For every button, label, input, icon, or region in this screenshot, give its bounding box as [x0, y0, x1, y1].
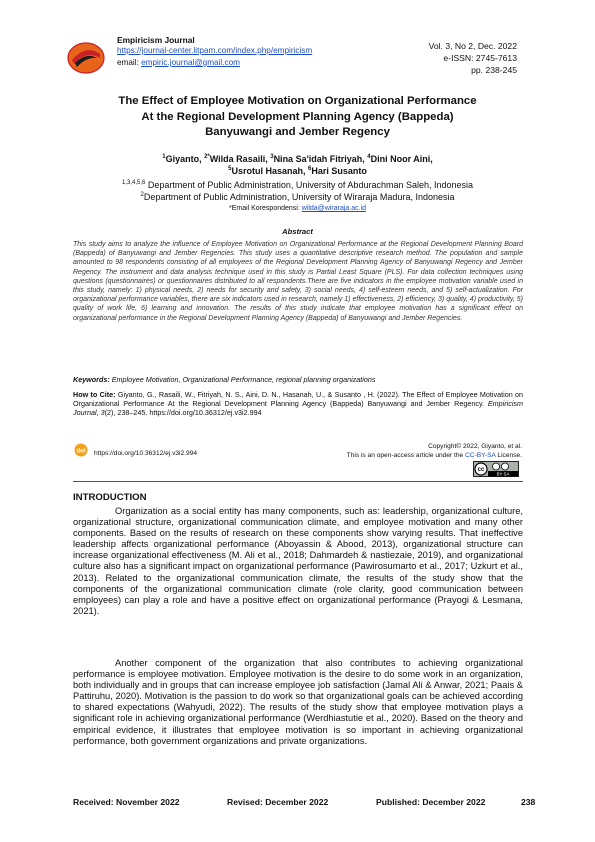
section-divider: [73, 481, 523, 482]
license-text: [347, 452, 522, 459]
journal-logo: [66, 40, 106, 76]
cc-by-sa-badge[interactable]: [473, 461, 519, 477]
paper-title: [60, 94, 535, 141]
cite-label: How to Cite:: [73, 390, 116, 399]
affiliation-text: Department of Public Administration, University of Abdurachman Saleh, Indonesia: [147, 180, 474, 190]
affiliation: [60, 192, 535, 202]
affiliation-text: Department of Public Administration, University of Wiraraja Madura, Indonesia: [143, 192, 455, 202]
journal-url-link[interactable]: https://journal-center.litpam.com/index.php/empiricism: [117, 46, 313, 55]
journal-name: Empiricism Journal: [117, 35, 195, 45]
corresponding-label: *Email Korespondensi:: [228, 205, 302, 212]
author-sup: 6: [308, 166, 312, 172]
author-sup: 4: [367, 154, 371, 160]
volume-info: Vol. 3, No 2, Dec. 2022: [428, 41, 517, 51]
introduction-heading: INTRODUCTION: [73, 492, 147, 503]
title-line: Banyuwangi and Jember Regency: [205, 126, 390, 138]
author-name: Nina Sa'idah Fitriyah,: [273, 154, 368, 164]
abstract-text: This study aims to analyze the influence of Employee Motivation on Organizational Performance at the Regional Development Planning Board (Bappeda) of Banyuwangi and Jember Regencies. This study uses a quantitative descriptive research method. The population and sample amounted to 98 respondents consisting of all employees of the Regional Development Planning Agency of Banyuwangi Regency and Jember Regency. The instrument and data analysis technique used in this study is Partial Least Square (PLS). For data collection techniques using questions (questionnaires) or questionnaires distributed to all respondents.There are five indicators in the employee motivation variable used in this study, namely: 1) physical needs, 2) needs for security and safety, 3) social needs, 4) self-esteem needs, and 5) self-actualization. For organizational performance variables, there are six indicators used in research, namely 1) effectiveness, 2) efficiency, 3) quality, 4) productivity, 5) quality of work life, 6) learning and innovation. The results of this study indicate that employee motivation has a significant effect on organizational performance in the Regional Development Planning Agency (Bappeda) of Banyuwangi and Jember Regencies.: [73, 241, 523, 322]
doi-icon: [74, 443, 88, 457]
how-to-cite: How to Cite: Giyanto, G., Rasaili, W., Fitriyah, N. S., Aini, D. N., Hasanah, U., & Susanto , H. (2022). The Effect of Employee Motivation on Organizational Performance At the Regional Development Planning Agency (Bappeda) Banyuwangi and Jember Regency. Empiricism Journal, 3(2), 238–245. https://doi.org/10.36312/ej.v3i2.994: [73, 390, 524, 418]
cite-rest: (2), 238–245. https://doi.org/10.36312/ej.v3i2.994: [104, 408, 262, 418]
page-range: pp. 238-245: [471, 65, 517, 75]
cite-text: Giyanto, G., Rasaili, W., Fitriyah, N. S., Aini, D. N., Hasanah, U., & Susanto , H. (2022). The Effect of Employee Motivation on Organizational Performance At the Regional Development Planning Agency (Bappeda) Banyuwangi and Jember Regency.: [73, 390, 524, 409]
cite-journal: Empiricism Journal: [73, 399, 523, 418]
author-name: Giyanto,: [165, 154, 205, 164]
author-list: [60, 153, 535, 177]
issue-meta: [429, 40, 517, 76]
cc-badge-label: BY SA: [496, 471, 510, 477]
author-name: Usrotul Hasanah,: [231, 166, 308, 176]
license-pre: This is an open-access article under the: [346, 452, 466, 459]
corresponding-email-link[interactable]: wilda@wiraraja.ac.id: [301, 205, 367, 212]
published-date: Published: December 2022: [376, 797, 486, 807]
author-sup: 1: [162, 154, 166, 160]
affiliation-sup: 1,3,4,5,6: [121, 180, 146, 186]
title-line: At the Regional Development Planning Agency (Bappeda): [141, 110, 454, 123]
body-paragraph: Organization as a social entity has many components, such as: leadership, organizational culture, organizational structure, organizational communication climate, and employee motivation and many other components. Based on the results of research on these components show varying results. That ineffective leadership affects organizational performance (Aboyassin & Abood, 2013), organizational structure can increase organizational effectiveness (M. Ali et al., 2018; Dahmardeh & nastiezaie, 2019), and organizational culture also has a significant impact on organizational performance (Pawirosumarto et al., 2017; Uzkurt et al., 2013). Related to the organizational communication climate, the results of the study show that the components of the organizational communication climate (role clarity, good communication between employees) can play a role and have a positive effect on organizational performance (Prayogi & Lesmana, 2021).: [73, 506, 523, 616]
author-name: Hari Susanto: [311, 166, 367, 176]
title-line: The Effect of Employee Motivation on Organizational Performance: [118, 95, 477, 107]
page-number: 238: [521, 797, 536, 807]
received-date: Received: November 2022: [73, 797, 180, 807]
author-sup: 3: [270, 154, 274, 160]
license-post: License.: [495, 452, 522, 459]
eissn-info: e-ISSN: 2745-7613: [443, 53, 517, 63]
affiliation: [60, 180, 535, 190]
svg-text:doi: doi: [76, 448, 86, 455]
corresponding-email: [60, 205, 535, 212]
body-paragraph: Another component of the organization that also contributes to achieving organizational performance is employee motivation. Employee motivation is the desire to do some work in an organization, both individually and in groups that can increase employee job satisfaction (Jamal Ali & Anwar, 2021; Paais & Pattiruhu, 2020). Motivation is the passion to do work so that organizational goals can be achieved according to shared expectations (Wahyudi, 2022). The results of the study show that employee motivation plays a significant role in achieving organizational performance (Werdhiastutie et al., 2020). Based on the theory and empirical evidence, it illustrates that employee motivation is so important in achieving organizational performance, both government organizations and private organizations.: [73, 658, 523, 746]
abstract-heading: Abstract: [282, 227, 313, 236]
journal-email-link[interactable]: empiric.journal@gmail.com: [141, 58, 240, 67]
author-name: Dini Noor Aini,: [370, 154, 433, 164]
keywords: [73, 375, 523, 384]
license-link[interactable]: CC-BY-SA: [465, 452, 496, 459]
copyright-text: Copyright© 2022, Giyanto, et al.: [428, 443, 522, 450]
cite-volume: 3: [100, 408, 105, 418]
revised-date: Revised: December 2022: [227, 797, 329, 807]
svg-text:cc: cc: [477, 467, 485, 474]
journal-email: [117, 58, 240, 67]
keywords-text: Employee Motivation, Organizational Performance, regional planning organizations: [109, 375, 376, 384]
author-name: Wilda Rasaili,: [209, 154, 271, 164]
keywords-label: Keywords:: [73, 375, 110, 384]
author-sup: 5: [228, 166, 232, 172]
doi-link[interactable]: https://doi.org/10.36312/ej.v3i2.994: [94, 450, 198, 457]
author-sup: 2*: [204, 154, 210, 160]
affiliation-sup: 2: [140, 192, 144, 198]
email-label: email:: [117, 58, 142, 67]
